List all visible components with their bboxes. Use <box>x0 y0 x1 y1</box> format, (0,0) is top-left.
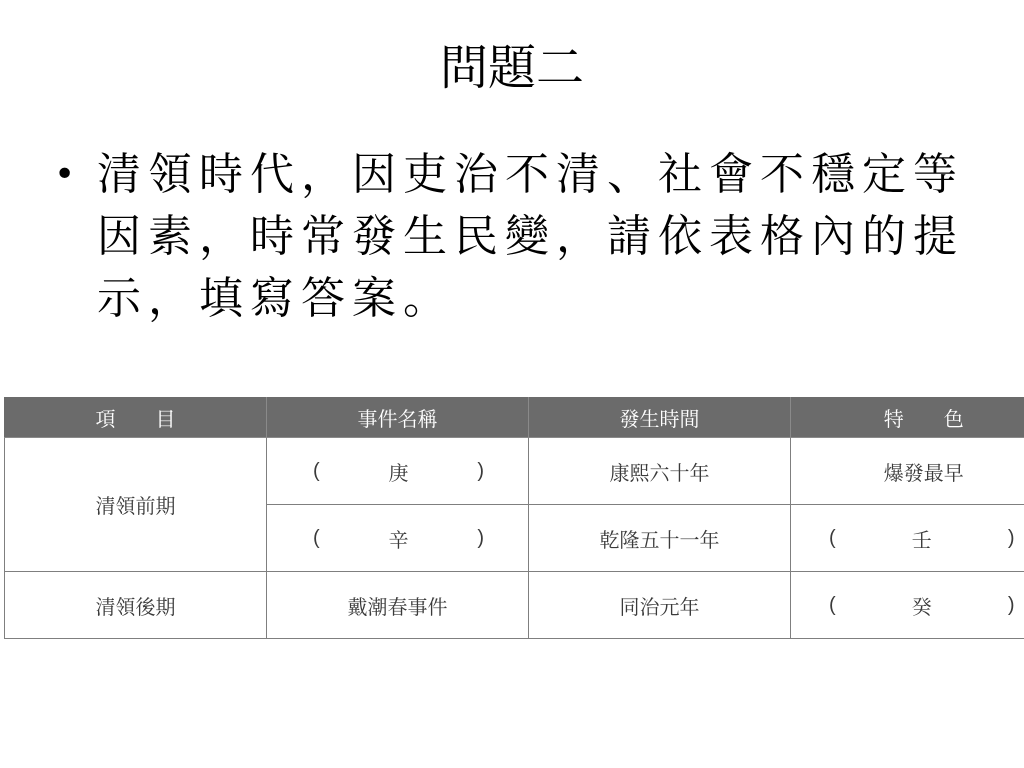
bullet-icon: • <box>54 154 76 195</box>
header-event-name: 事件名稱 <box>267 397 529 438</box>
open-paren: ( <box>829 593 836 616</box>
header-item: 項 目 <box>5 397 267 438</box>
open-paren: ( <box>829 526 836 549</box>
table-row <box>5 572 1024 639</box>
feature-cell: 爆發最早 <box>791 438 1024 505</box>
answer-blank <box>313 457 484 486</box>
slide-title: 問題二 <box>439 40 584 96</box>
hint-character: 壬 <box>911 529 932 552</box>
uprising-table <box>4 397 1024 639</box>
header-feature: 特 色 <box>791 397 1024 438</box>
table-header-row <box>5 397 1024 438</box>
table-row <box>5 438 1024 505</box>
event-blank-cell <box>267 438 529 505</box>
time-cell: 同治元年 <box>529 572 791 639</box>
close-paren: ) <box>1007 593 1015 616</box>
open-paren: ( <box>313 459 320 482</box>
open-paren: ( <box>313 526 320 549</box>
answer-blank <box>829 591 1015 620</box>
event-blank-cell <box>267 505 529 572</box>
period-early-cell: 清領前期 <box>5 438 267 572</box>
header-event-time: 發生時間 <box>529 397 791 438</box>
period-late-cell: 清領後期 <box>5 572 267 639</box>
event-name-cell: 戴潮春事件 <box>267 572 529 639</box>
time-cell: 康熙六十年 <box>529 438 791 505</box>
feature-blank-cell <box>791 505 1024 572</box>
close-paren: ) <box>477 526 484 549</box>
hint-character: 癸 <box>911 596 932 619</box>
hint-character: 辛 <box>388 529 409 552</box>
feature-blank-cell <box>791 572 1024 639</box>
hint-character: 庚 <box>388 462 409 485</box>
bullet-text: 清領時代，因吏治不清、社會不穩定等因素，時常發生民變，請依表格內的提示，填寫答案。 <box>97 149 964 324</box>
answer-blank <box>829 524 1015 553</box>
answer-blank <box>313 524 484 553</box>
close-paren: ) <box>1007 526 1015 549</box>
close-paren: ) <box>477 459 484 482</box>
time-cell: 乾隆五十一年 <box>529 505 791 572</box>
